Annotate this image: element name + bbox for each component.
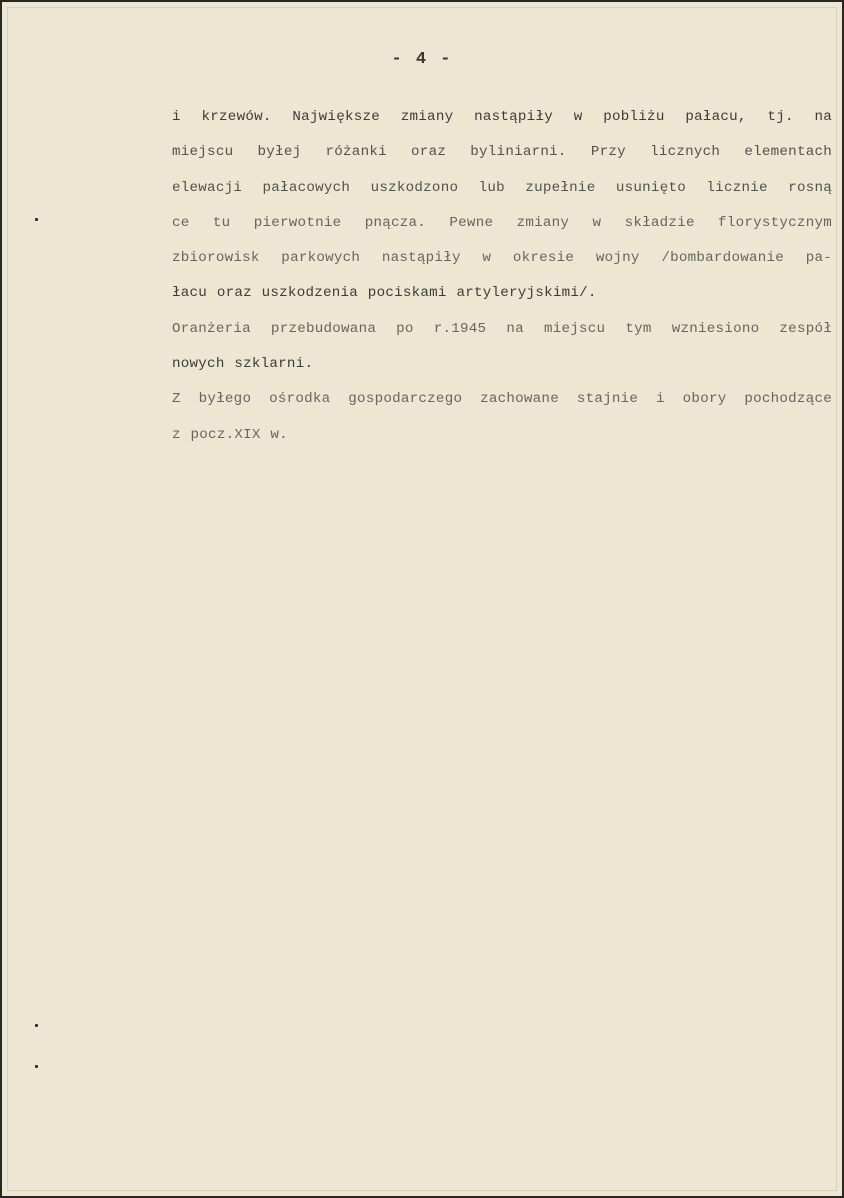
text-line: elewacji pałacowych uszkodzono lub zupełnie usunięto licznie rosną bbox=[172, 179, 832, 196]
text-line: Z byłego ośrodka gospodarczego zachowane stajnie i obory pochodzące bbox=[172, 391, 832, 408]
text-line: łacu oraz uszkodzenia pociskami artyleryjskimi/. bbox=[172, 285, 597, 302]
text-line: ce tu pierwotnie pnącza. Pewne zmiany w składzie florystycznym bbox=[172, 214, 832, 231]
text-line: miejscu byłej różanki oraz byliniarni. Przy licznych elementach bbox=[172, 144, 832, 161]
margin-mark bbox=[35, 218, 38, 221]
text-line: Oranżeria przebudowana po r.1945 na miejscu tym wzniesiono zespół bbox=[172, 320, 832, 337]
margin-mark bbox=[35, 1065, 38, 1068]
text-line: i krzewów. Największe zmiany nastąpiły w pobliżu pałacu, tj. na bbox=[172, 109, 832, 125]
text-line: zbiorowisk parkowych nastąpiły w okresie wojny /bombardowanie pa- bbox=[172, 250, 832, 267]
body-text bbox=[172, 100, 832, 453]
text-line: nowych szklarni. bbox=[172, 356, 314, 373]
text-line: z pocz.XIX w. bbox=[172, 426, 288, 443]
margin-mark bbox=[35, 1024, 38, 1027]
page-number: - 4 - bbox=[391, 50, 453, 69]
